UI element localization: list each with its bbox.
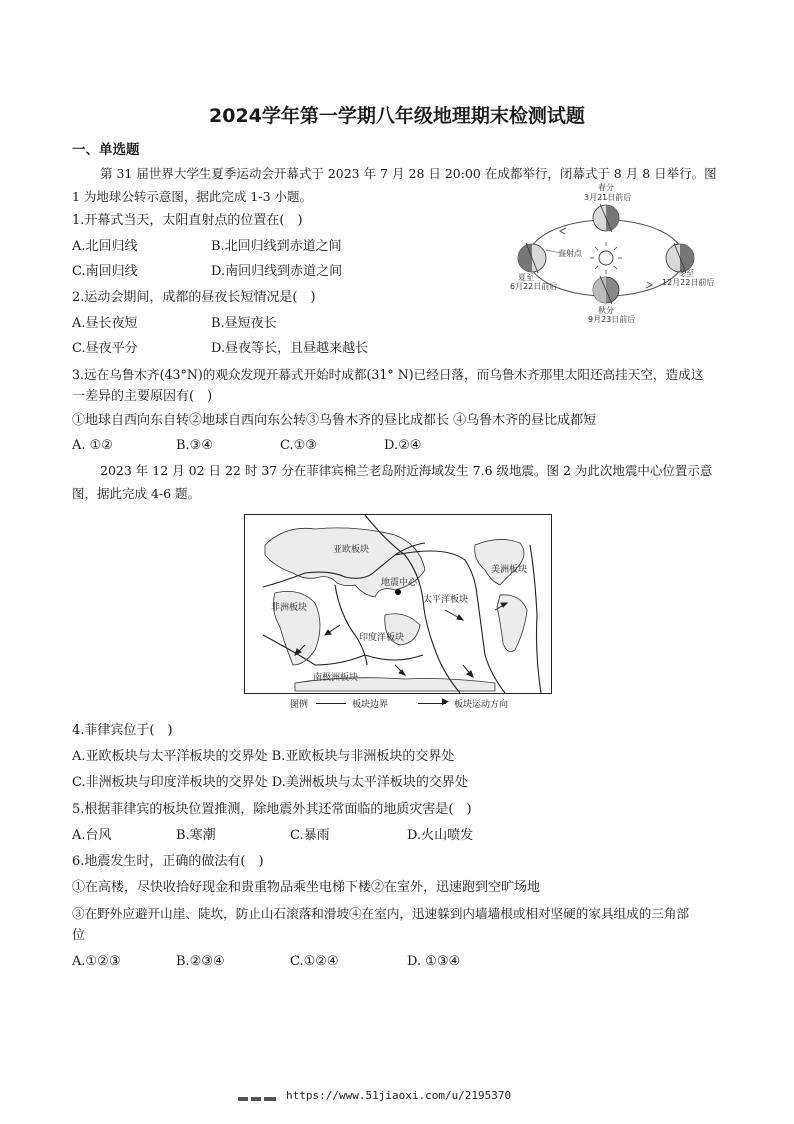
- footer-logo-mark: [238, 1093, 278, 1101]
- q6-stem: 6.地震发生时，正确的做法有( ): [72, 854, 264, 869]
- q3-items: ①地球自西向东自转②地球自西向东公转③乌鲁木齐的昼比成都长 ④乌鲁木齐的昼比成都短: [72, 413, 597, 428]
- q6-option-b: B.②③④: [176, 954, 225, 969]
- q1-option-b: B.北回归线到赤道之间: [211, 239, 342, 254]
- q6-item-line2: ③在野外应避开山崖、陡坎，防止山石滚落和滑坡④在室内，迅速躲到内墙墙根或相对坚硬的家具组成的三角部: [72, 906, 690, 921]
- q4-stem: 4.菲律宾位于( ): [72, 723, 173, 738]
- q3-option-b: B.③④: [176, 438, 213, 453]
- page-title: 2024学年第一学期八年级地理期末检测试题: [209, 105, 585, 127]
- q1-option-c: C.南回归线: [72, 264, 138, 279]
- legend-motion-label: 板块运动方向: [454, 700, 509, 710]
- earth-summer-icon: [518, 243, 546, 273]
- label-autumn: 秋分: [598, 306, 614, 315]
- label-direct-point: 直射点: [558, 249, 582, 258]
- label-spring: 春分: [598, 183, 614, 192]
- q1-stem: 1.开幕式当天，太阳直射点的位置在( ): [72, 213, 303, 228]
- q1-option-d: D.南回归线到赤道之间: [211, 264, 343, 279]
- passage2-line2: 图，据此完成 4-6 题。: [72, 486, 201, 501]
- label-antarctic-plate: 南极洲板块: [313, 673, 359, 683]
- earth-autumn-icon: [593, 276, 619, 304]
- q5-option-a: A.台风: [72, 828, 112, 843]
- q3-option-d: D.②④: [384, 438, 422, 453]
- legend-boundary-line: [316, 703, 346, 704]
- q3-stem-line1: 3.远在乌鲁木齐(43°N)的观众发现开幕式开始时成都(31° N)已经日落，而乌鲁木齐那里太阳还高挂天空，造成这: [72, 367, 704, 382]
- label-indian-plate: 印度洋板块: [359, 633, 405, 643]
- legend-title: 图例: [290, 700, 309, 710]
- earth-spring-icon: [593, 204, 619, 232]
- epicenter-marker-icon: [395, 589, 401, 595]
- q4-options-ab: A.亚欧板块与太平洋板块的交界处 B.亚欧板块与非洲板块的交界处: [72, 749, 455, 764]
- label-winter: 冬至: [678, 269, 694, 278]
- q6-item-line1: ①在高楼，尽快收拾好现金和贵重物品乘坐电梯下楼②在室外，迅速跑到空旷场地: [72, 880, 541, 895]
- passage1-line2: 1 为地球公转示意图，据此完成 1-3 小题。: [72, 189, 313, 204]
- orbit-arrow-icon: [560, 228, 566, 234]
- q3-stem-line2: 一差异的主要原因有( ): [72, 389, 213, 404]
- q4-options-cd: C.非洲板块与印度洋板块的交界处 D.美洲板块与太平洋板块的交界处: [72, 775, 468, 790]
- label-epicenter: 地震中心: [381, 578, 418, 588]
- q2-option-d: D.昼夜等长，且昼越来越长: [211, 341, 369, 356]
- q5-option-c: C.暴雨: [290, 828, 330, 843]
- label-spring-date: 3月21日前后: [584, 193, 632, 202]
- figure1-revolution-diagram: [506, 180, 715, 330]
- legend-boundary-label: 板块边界: [352, 700, 389, 710]
- label-american-plate: 美洲板块: [491, 565, 528, 575]
- q6-option-a: A.①②③: [72, 954, 121, 969]
- sun-icon: [599, 251, 613, 265]
- q5-option-d: D.火山喷发: [407, 828, 474, 843]
- figure2-plate-map: [244, 514, 552, 694]
- label-african-plate: 非洲板块: [271, 603, 308, 613]
- q6-item-line3: 位: [72, 928, 86, 943]
- q6-option-d: D. ①③④: [407, 954, 461, 969]
- label-autumn-date: 9月23日前后: [588, 315, 636, 324]
- q2-stem: 2.运动会期间，成都的昼夜长短情况是( ): [72, 290, 316, 305]
- orbit-arrow-icon: [646, 282, 652, 288]
- passage1-line1: 第 31 届世界大学生夏季运动会开幕式于 2023 年 7 月 28 日 20:00 在成都举行，闭幕式于 8 月 8 日举行。图: [100, 166, 717, 181]
- q6-option-c: C.①②④: [290, 954, 339, 969]
- q2-option-a: A.昼长夜短: [72, 316, 138, 331]
- q1-option-a: A.北回归线: [72, 239, 138, 254]
- passage2-line1: 2023 年 12 月 02 日 22 时 37 分在菲律宾棉兰老岛附近海域发生 7.6 级地震。图 2 为此次地震中心位置示意: [100, 463, 713, 478]
- section-heading: 一、单选题: [72, 142, 140, 158]
- footer-url-link[interactable]: https://www.51jiaoxi.com/u/2195370: [286, 1089, 512, 1102]
- q5-option-b: B.寒潮: [176, 828, 216, 843]
- q3-option-a: A. ①②: [72, 438, 113, 453]
- q3-option-c: C.①③: [280, 438, 317, 453]
- legend-arrow-icon: ▶: [442, 697, 449, 707]
- q5-stem: 5.根据菲律宾的板块位置推测，除地震外其还常面临的地质灾害是( ): [72, 802, 472, 817]
- label-eurasian-plate: 亚欧板块: [333, 545, 370, 555]
- label-summer: 夏至: [518, 273, 534, 282]
- q2-option-c: C.昼夜平分: [72, 341, 138, 356]
- q2-option-b: B.昼短夜长: [211, 316, 277, 331]
- label-pacific-plate: 太平洋板块: [423, 595, 469, 605]
- label-winter-date: 12月22日前后: [662, 278, 715, 287]
- label-summer-date: 6月22日前后: [510, 282, 558, 291]
